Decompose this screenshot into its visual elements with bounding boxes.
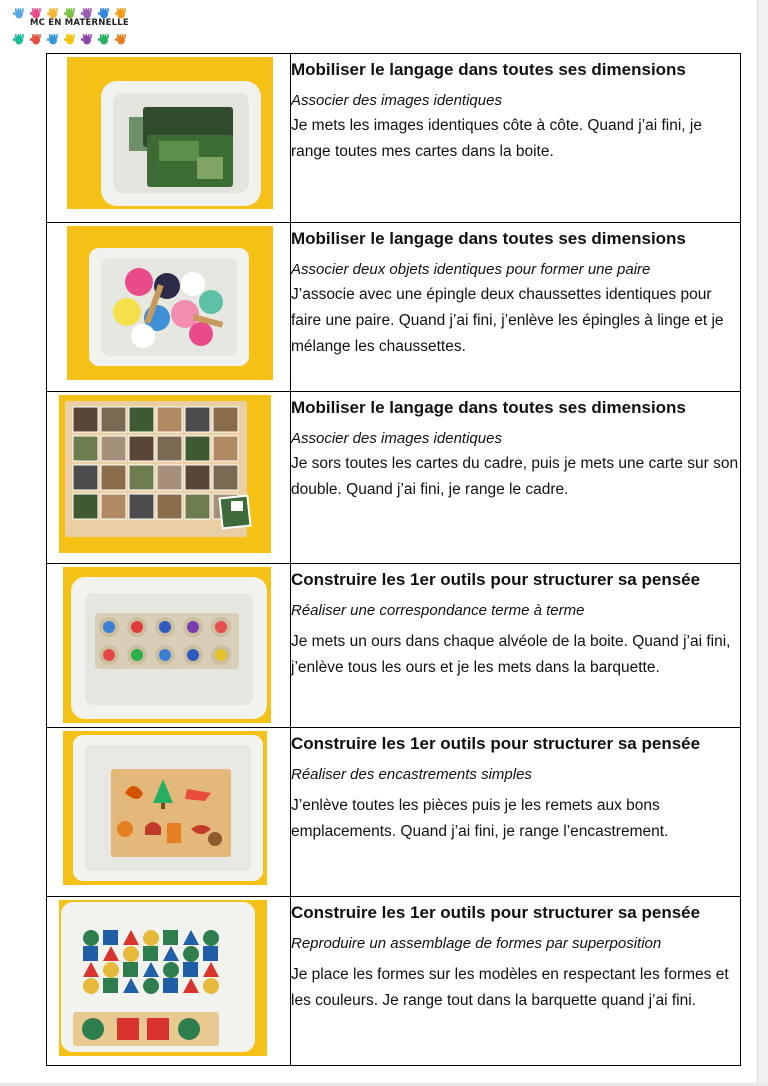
workshop-photo	[59, 395, 271, 553]
photo-cell	[47, 728, 291, 897]
workshop-row	[47, 223, 741, 392]
learning-domain: Construire les 1er outils pour structurer sa pensée	[291, 734, 701, 753]
instruction-text: J’associe avec une épingle deux chaussettes identiques pour faire une paire. Quand j’ai fini, j’enlève les épingles à linge et je mélange les chaussettes.	[291, 286, 724, 355]
learning-domain: Mobiliser le langage dans toutes ses dimensions	[291, 60, 686, 79]
workshop-table	[46, 53, 741, 1066]
learning-domain: Mobiliser le langage dans toutes ses dimensions	[291, 398, 686, 417]
instruction-text: Je mets les images identiques côte à côte. Quand j’ai fini, je range toutes mes cartes dans la boite.	[291, 117, 702, 160]
photo-cell	[47, 223, 291, 392]
instruction-cell	[291, 392, 741, 564]
learning-objective: Réaliser des encastrements simples	[291, 766, 532, 783]
photo-cell	[47, 897, 291, 1066]
workshop-photo	[67, 226, 273, 380]
instruction-text: J’enlève toutes les pièces puis je les remets aux bons emplacements. Quand j’ai fini, je range l’encastrement.	[291, 797, 669, 840]
instruction-text: Je mets un ours dans chaque alvéole de la boite. Quand j’ai fini, j’enlève tous les ours et je les mets dans la barquette.	[291, 633, 731, 676]
learning-objective: Associer des images identiques	[291, 430, 502, 447]
learning-objective: Associer des images identiques	[291, 92, 502, 109]
workshop-photo	[63, 567, 271, 723]
learning-objective: Réaliser une correspondance terme à terme	[291, 602, 585, 619]
learning-objective: Associer deux objets identiques pour former une paire	[291, 261, 651, 278]
instruction-cell	[291, 564, 741, 728]
instruction-cell	[291, 223, 741, 392]
workshop-row	[47, 392, 741, 564]
learning-domain: Mobiliser le langage dans toutes ses dimensions	[291, 229, 686, 248]
photo-cell	[47, 564, 291, 728]
logo-text: MC EN MATERNELLE	[30, 18, 129, 28]
instruction-text: Je sors toutes les cartes du cadre, puis je mets une carte sur son double. Quand j’ai fini, je range le cadre.	[291, 455, 739, 498]
learning-objective: Reproduire un assemblage de formes par superposition	[291, 935, 662, 952]
instruction-text: Je place les formes sur les modèles en respectant les formes et les couleurs. Je range tout dans la barquette quand j’ai fini.	[291, 966, 729, 1009]
learning-domain: Construire les 1er outils pour structurer sa pensée	[291, 903, 701, 922]
workshop-row	[47, 897, 741, 1066]
workshop-photo	[67, 57, 273, 209]
workshop-row	[47, 728, 741, 897]
photo-cell	[47, 54, 291, 223]
learning-domain: Construire les 1er outils pour structurer sa pensée	[291, 570, 701, 589]
instruction-cell	[291, 728, 741, 897]
site-logo	[8, 4, 138, 48]
page-edge	[757, 0, 768, 1086]
workshop-row	[47, 564, 741, 728]
workshop-photo	[63, 731, 267, 885]
photo-cell	[47, 392, 291, 564]
workshop-photo	[59, 900, 267, 1056]
instruction-cell	[291, 54, 741, 223]
instruction-cell	[291, 897, 741, 1066]
workshop-row	[47, 54, 741, 223]
